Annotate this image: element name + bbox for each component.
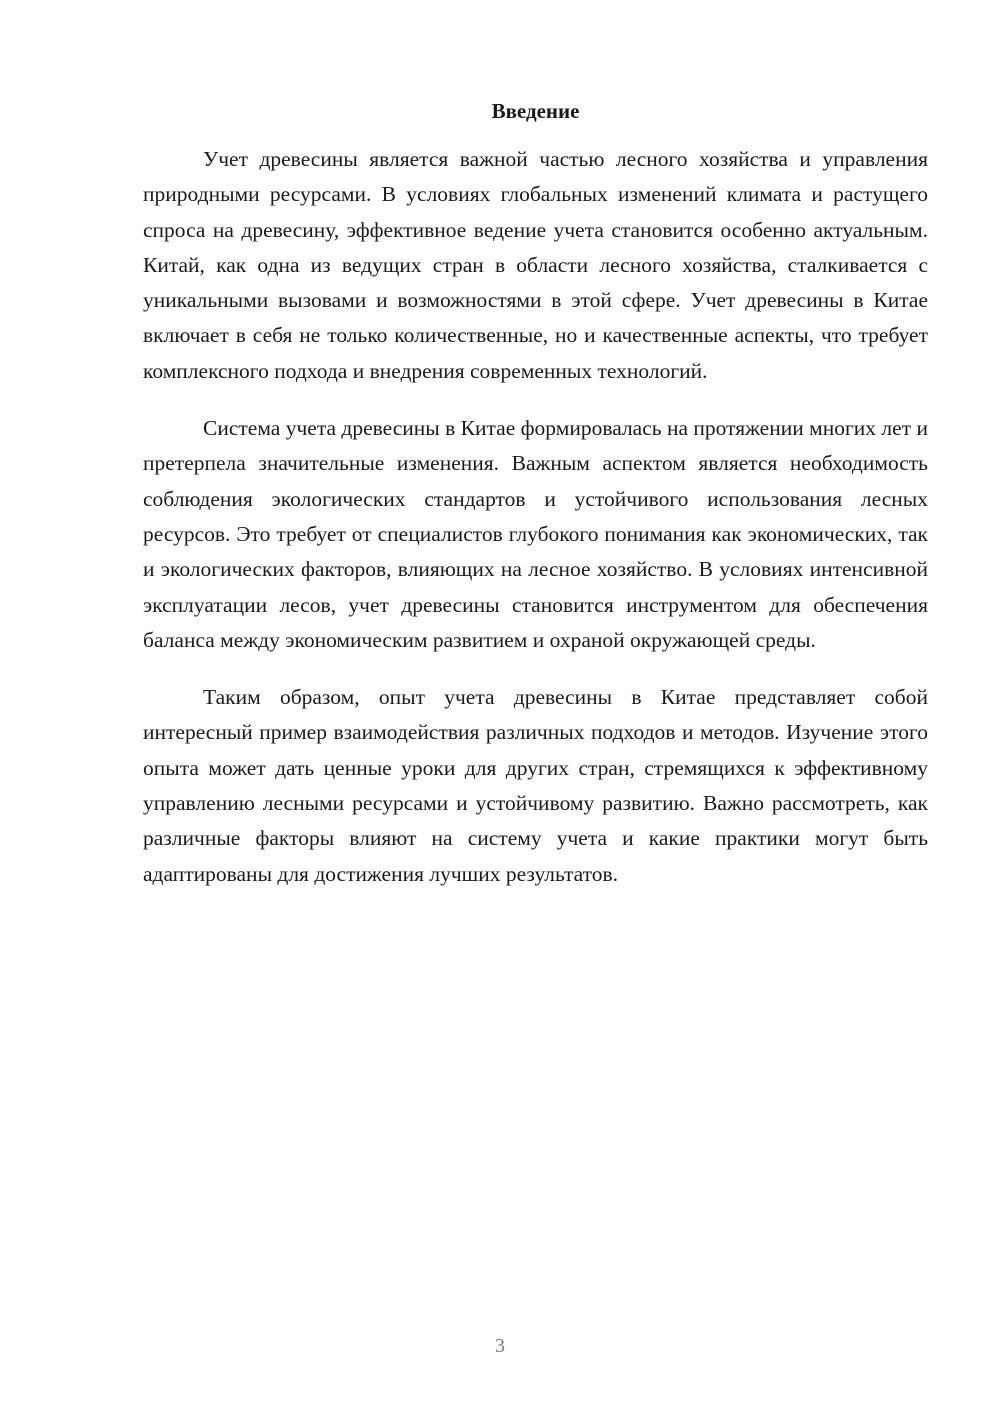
paragraph-conclusion: Таким образом, опыт учета древесины в Китае представляет собой интересный пример взаимодействия различных подходов и методов. Изучение этого опыта может дать ценные уроки для других стран, стремящихся к эффективному управлению лесными ресурсами и устойчивому развитию. Важно рассмотреть, как различные факторы влияют на систему учета и какие практики могут быть адаптированы для достижения лучших результатов. bbox=[143, 685, 928, 886]
paragraph-intro: Учет древесины является важной частью лесного хозяйства и управления природными ресурсами. В условиях глобальных изменений климата и растущего спроса на древесину, эффективное ведение учета становится особенно актуальным. Китай, как одна из ведущих стран в области лесного хозяйства, сталкивается с уникальными вызовами и возможностями в этой сфере. Учет древесины в Китае включает в себя не только количественные, но и качественные аспекты, что требует комплексного подхода и внедрения современных технологий. bbox=[143, 147, 928, 383]
body-text bbox=[143, 142, 928, 914]
page-title: Введение bbox=[491, 99, 580, 123]
page-number: 3 bbox=[495, 1335, 505, 1357]
paragraph-system: Система учета древесины в Китае формировалась на протяжении многих лет и претерпела значительные изменения. Важным аспектом является необходимость соблюдения экологических стандартов и устойчивого использования лесных ресурсов. Это требует от специалистов глубокого понимания как экономических, так и экологических факторов, влияющих на лесное хозяйство. В условиях интенсивной эксплуатации лесов, учет древесины становится инструментом для обеспечения баланса между экономическим развитием и охраной окружающей среды. bbox=[143, 416, 928, 652]
